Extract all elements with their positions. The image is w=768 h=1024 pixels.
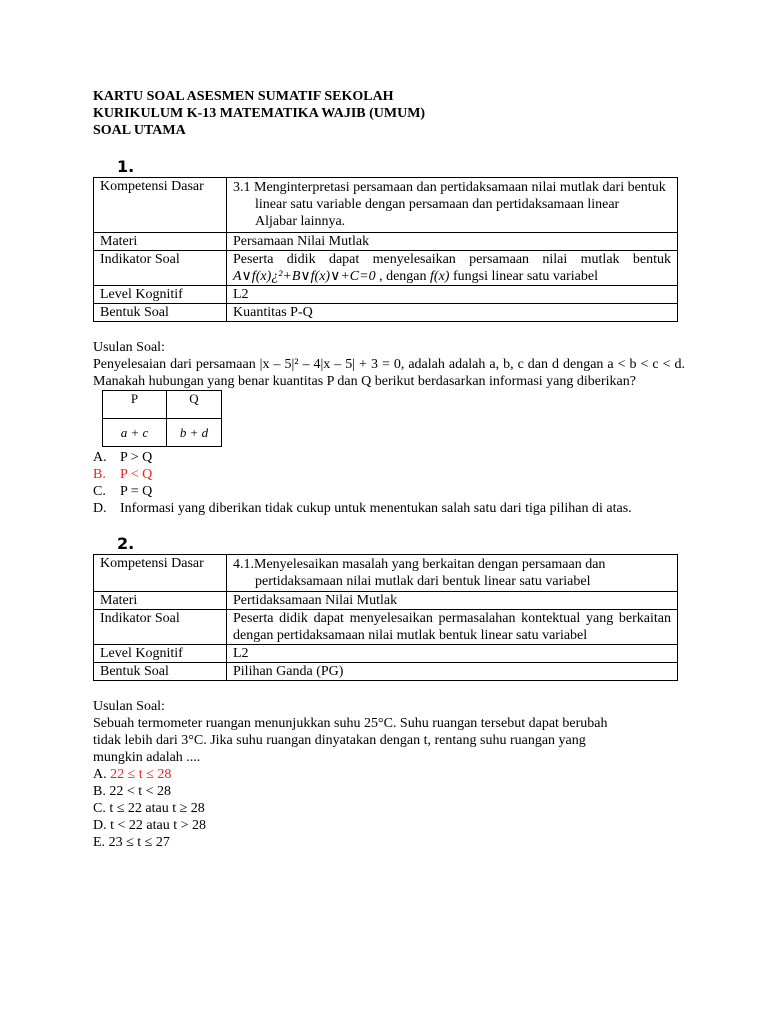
option-b-answer xyxy=(93,466,685,483)
option-b xyxy=(93,783,685,800)
level-value: L2 xyxy=(227,645,678,663)
pq-value-p: a + c xyxy=(120,424,149,440)
option-text: P = Q xyxy=(120,484,153,499)
kd-line: 4.1.Menyelesaikan masalah yang berkaitan dengan persamaan dan xyxy=(233,557,606,572)
option-text: 23 ≤ t ≤ 27 xyxy=(108,835,170,850)
materi-value: Pertidaksamaan Nilai Mutlak xyxy=(227,592,678,610)
table-row xyxy=(94,592,678,610)
bentuk-label: Bentuk Soal xyxy=(94,663,227,681)
doc-title-line3: SOAL UTAMA xyxy=(93,123,186,138)
doc-title-line2: KURIKULUM K-13 MATEMATIKA WAJIB (UMUM) xyxy=(93,106,426,121)
question-1-text: Penyelesaian dari persamaan |x – 5|² – 4|x – 5| + 3 = 0, adalah adalah a, b, c dan d dengan a < b < c < d. Manakah hubungan yang benar kuantitas P dan Q berikut berdasarkan informasi yang diberikan? xyxy=(93,357,685,389)
question-1-card-table xyxy=(93,177,678,322)
indikator-value: Peserta didik dapat menyelesaikan permasalahan kontektual yang berkaitan dengan pertidaksamaan nilai mutlak bentuk linear satu variabel xyxy=(227,610,678,645)
table-row xyxy=(94,286,678,304)
table-row xyxy=(94,178,678,233)
option-text: P > Q xyxy=(120,450,153,465)
option-d xyxy=(93,500,685,517)
indikator-line: Peserta didik dapat menyelesaikan persamaan nilai mutlak bentuk xyxy=(233,252,671,267)
option-key: A. xyxy=(93,450,107,465)
table-row xyxy=(94,555,678,592)
option-key: E. xyxy=(93,835,106,850)
question-1-number: 1. xyxy=(117,157,135,176)
kd-label: Kompetensi Dasar xyxy=(94,555,227,592)
option-key: C. xyxy=(93,484,106,499)
question-2-number: 2. xyxy=(117,534,135,553)
indikator-text: , dengan xyxy=(379,269,427,284)
kd-line: linear satu variable dengan persamaan dan pertidaksamaan linear xyxy=(255,197,620,212)
materi-value: Persamaan Nilai Mutlak xyxy=(227,233,678,251)
kd-value xyxy=(227,555,678,592)
kd-value xyxy=(227,178,678,233)
level-label: Level Kognitif xyxy=(94,645,227,663)
pq-table xyxy=(102,390,222,447)
option-text: t ≤ 22 atau t ≥ 28 xyxy=(109,801,205,816)
level-label: Level Kognitif xyxy=(94,286,227,304)
option-c xyxy=(93,800,685,817)
usulan-soal-label: Usulan Soal: xyxy=(93,699,165,714)
indikator-value xyxy=(227,251,678,286)
level-value: L2 xyxy=(227,286,678,304)
document-page xyxy=(93,88,685,851)
table-row xyxy=(94,304,678,322)
option-text: P < Q xyxy=(120,467,153,482)
option-a xyxy=(93,449,685,466)
bentuk-value: Kuantitas P-Q xyxy=(227,304,678,322)
question-2-line: mungkin adalah .... xyxy=(93,750,201,765)
table-row xyxy=(94,251,678,286)
indikator-text: fungsi linear satu variabel xyxy=(452,269,598,284)
indikator-fx: f(x) xyxy=(430,269,450,284)
option-d xyxy=(93,817,685,834)
indikator-line xyxy=(233,268,671,285)
option-key: D. xyxy=(93,501,107,516)
usulan-soal-label: Usulan Soal: xyxy=(93,340,165,355)
option-text: Informasi yang diberikan tidak cukup untuk menentukan salah satu dari tiga pilihan di atas. xyxy=(120,501,632,516)
option-key: B. xyxy=(93,467,106,482)
table-row xyxy=(103,391,222,419)
indikator-label: Indikator Soal xyxy=(94,251,227,286)
indikator-label: Indikator Soal xyxy=(94,610,227,645)
kd-line: Aljabar lainnya. xyxy=(255,214,346,229)
pq-header-q: Q xyxy=(167,391,222,419)
materi-label: Materi xyxy=(94,592,227,610)
indikator-formula: A∨f(x)¿²+B∨f(x)∨+C=0 xyxy=(233,269,376,284)
option-key: D. xyxy=(93,818,107,833)
materi-label: Materi xyxy=(94,233,227,251)
option-text: 22 < t < 28 xyxy=(109,784,172,799)
option-text: 22 ≤ t ≤ 28 xyxy=(110,767,172,782)
option-key: B. xyxy=(93,784,106,799)
option-text: t < 22 atau t > 28 xyxy=(110,818,207,833)
question-2-line: Sebuah termometer ruangan menunjukkan suhu 25°C. Suhu ruangan tersebut dapat berubah xyxy=(93,716,608,731)
table-row xyxy=(94,663,678,681)
pq-header-p: P xyxy=(103,391,167,419)
kd-line: pertidaksamaan nilai mutlak dari bentuk linear satu variabel xyxy=(255,574,591,589)
option-e xyxy=(93,834,685,851)
table-row xyxy=(94,645,678,663)
option-key: C. xyxy=(93,801,106,816)
kd-label: Kompetensi Dasar xyxy=(94,178,227,233)
question-2-card-table xyxy=(93,554,678,681)
bentuk-label: Bentuk Soal xyxy=(94,304,227,322)
doc-title-line1: KARTU SOAL ASESMEN SUMATIF SEKOLAH xyxy=(93,89,394,104)
table-row xyxy=(94,610,678,645)
question-2-line: tidak lebih dari 3°C. Jika suhu ruangan dinyatakan dengan t, rentang suhu ruangan yang xyxy=(93,733,586,748)
kd-line: 3.1 Menginterpretasi persamaan dan pertidaksamaan nilai mutlak dari bentuk xyxy=(233,180,666,195)
option-a-answer xyxy=(93,766,685,783)
table-row xyxy=(94,233,678,251)
table-row xyxy=(103,419,222,447)
pq-value-q: b + d xyxy=(179,424,209,440)
option-c xyxy=(93,483,685,500)
option-key: A. xyxy=(93,767,107,782)
bentuk-value: Pilihan Ganda (PG) xyxy=(227,663,678,681)
